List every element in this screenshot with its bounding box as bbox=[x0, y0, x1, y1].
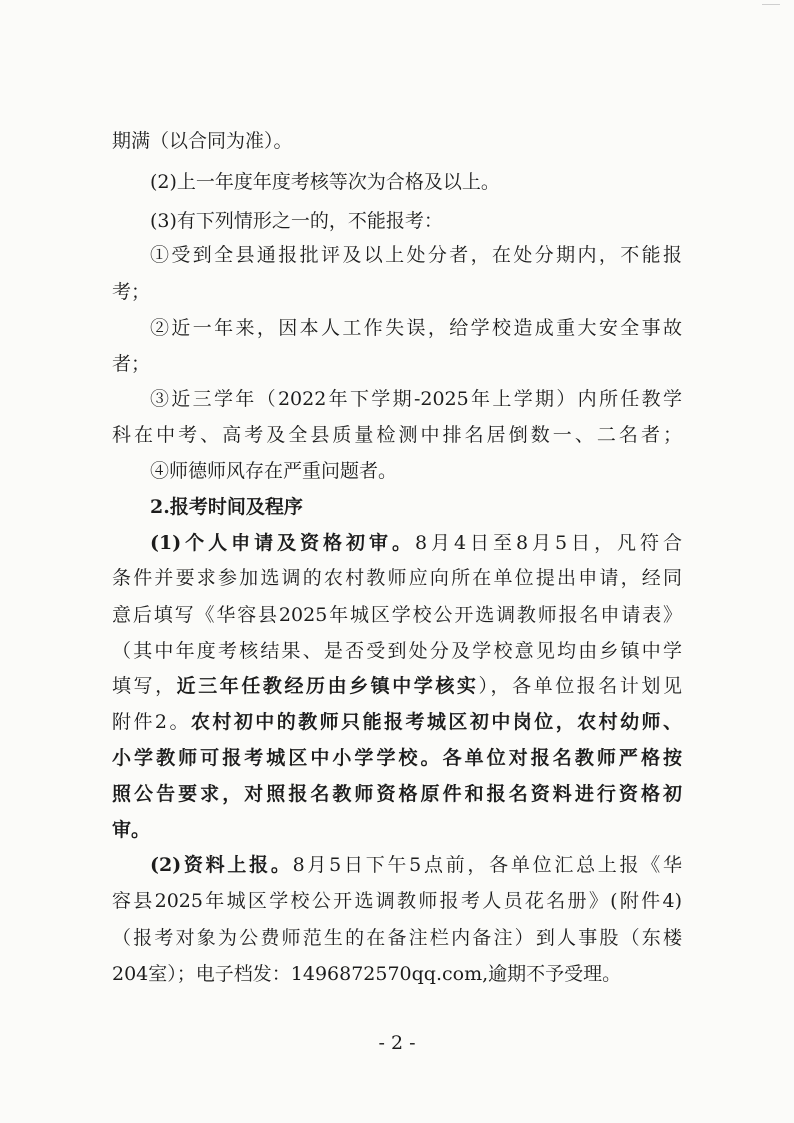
text-line: 者； bbox=[112, 353, 151, 375]
text-line: （报考对象为公费师范生的在备注栏内备注）到人事股（东楼 bbox=[112, 927, 682, 949]
text-span: 附件2。 bbox=[112, 711, 191, 733]
bold-line: 小学教师可报考城区中小学学校。各单位对报名教师严格按 bbox=[112, 747, 682, 769]
text-line: 科在中考、高考及全县质量检测中排名居倒数一、二名者； bbox=[112, 424, 682, 446]
bold-line: 照公告要求，对照报名教师资格原件和报名资料进行资格初 bbox=[112, 783, 682, 805]
paragraph-line bbox=[112, 707, 682, 737]
subheading: (1)个人申请及资格初审。 bbox=[150, 532, 415, 554]
text-span: 8月5日下午5点前，各单位汇总上报《华 bbox=[292, 854, 682, 876]
text-span: 填写， bbox=[112, 675, 177, 697]
paragraph-line bbox=[112, 671, 682, 701]
list-item: (2)上一年度年度考核等次为合格及以上。 bbox=[150, 171, 500, 193]
paragraph-line bbox=[150, 850, 682, 880]
text-line: 条件并要求参加选调的农村教师应向所在单位提出申请，经同 bbox=[112, 567, 682, 589]
text-line: 容县2025年城区学校公开选调教师报考人员花名册》(附件4) bbox=[112, 890, 682, 912]
list-item: ④师德师风存在严重问题者。 bbox=[150, 460, 398, 482]
list-item: ①受到全县通报批评及以上处分者，在处分期内，不能报 bbox=[150, 244, 682, 266]
text-line: 期满（以合同为准）。 bbox=[112, 130, 293, 152]
list-item: (3)有下列情形之一的，不能报考： bbox=[150, 210, 443, 232]
text-line: 意后填写《华容县2025年城区学校公开选调教师报名申请表》 bbox=[112, 604, 682, 626]
text-line: 考； bbox=[112, 281, 151, 303]
scan-corner-mark bbox=[762, 4, 780, 15]
text-span: ），各单位报名计划见 bbox=[478, 675, 682, 697]
subheading: (2)资料上报。 bbox=[150, 854, 293, 876]
page-number: - 2 - bbox=[378, 1032, 416, 1054]
text-line: （其中年度考核结果、是否受到处分及学校意见均由乡镇中学 bbox=[112, 640, 682, 662]
list-item: ③近三学年（2022年下学期-2025年上学期）内所任教学 bbox=[150, 388, 682, 410]
list-item: ②近一年来，因本人工作失误，给学校造成重大安全事故 bbox=[150, 317, 682, 339]
bold-text: 近三年任教经历由乡镇中学核实 bbox=[176, 675, 479, 697]
section-heading: 2.报考时间及程序 bbox=[150, 496, 303, 518]
paragraph-line bbox=[150, 528, 682, 558]
bold-text: 农村初中的教师只能报考城区初中岗位，农村幼师、 bbox=[190, 711, 682, 733]
bold-line: 审。 bbox=[112, 819, 151, 841]
text-line: 204室）；电子档发：1496872570qq.com,逾期不予受理。 bbox=[112, 963, 622, 985]
text-span: 8月4日至8月5日，凡符合 bbox=[414, 532, 682, 554]
